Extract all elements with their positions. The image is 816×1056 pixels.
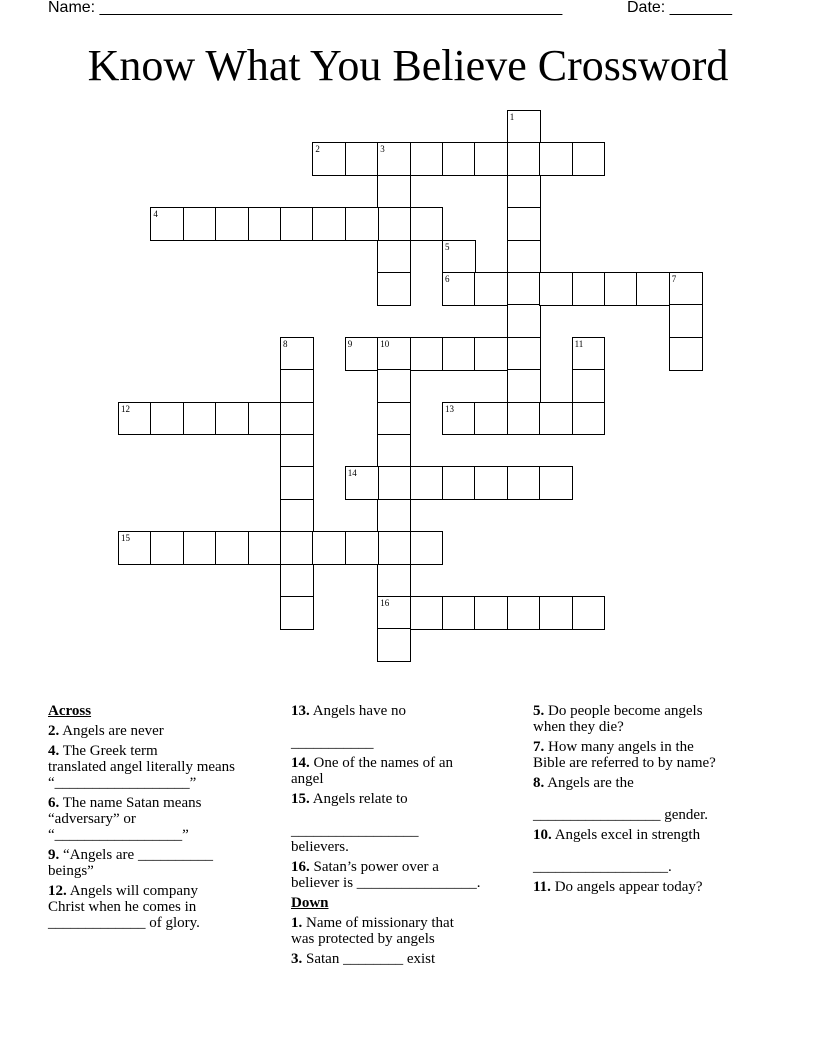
grid-cell[interactable] xyxy=(150,207,184,241)
clue-number-label: 14 xyxy=(347,468,357,479)
grid-cell[interactable] xyxy=(280,564,314,598)
grid-cell[interactable] xyxy=(669,272,703,306)
clue-down-11: 11. Do angels appear today? xyxy=(533,879,703,895)
clue-number-label: 1 xyxy=(509,112,515,122)
clue-number-label: 16 xyxy=(380,598,390,608)
grid-cell[interactable] xyxy=(377,402,411,436)
grid-cell[interactable] xyxy=(312,531,346,565)
grid-cell[interactable] xyxy=(377,369,411,403)
clue-number-label: 13 xyxy=(445,403,454,414)
grid-cell[interactable] xyxy=(442,337,476,371)
grid-cell[interactable] xyxy=(183,207,217,241)
clue-across-16: 16. Satan’s power over a believer is ________________. xyxy=(291,859,481,891)
grid-cell[interactable] xyxy=(442,466,476,500)
grid-cell[interactable] xyxy=(539,272,573,306)
clue-across-9: 9. “Angels are __________ beings” xyxy=(48,847,213,879)
grid-cell[interactable] xyxy=(183,402,217,436)
grid-cell[interactable] xyxy=(539,466,573,500)
clue-number-label: 7 xyxy=(671,274,677,284)
grid-cell[interactable] xyxy=(312,207,346,241)
grid-cell[interactable] xyxy=(377,466,411,500)
clue-number-label: 9 xyxy=(347,338,353,349)
grid-cell[interactable] xyxy=(410,337,444,371)
grid-cell[interactable] xyxy=(248,207,282,241)
clue-number-label: 2 xyxy=(315,144,320,155)
clue-down-1: 1. Name of missionary that was protected by angels xyxy=(291,915,454,947)
grid-cell[interactable] xyxy=(345,466,379,500)
grid-cell[interactable] xyxy=(280,434,314,468)
grid-cell[interactable] xyxy=(507,207,541,241)
grid-cell[interactable] xyxy=(539,402,573,436)
name-field-line[interactable]: Name: ____________________________________________________ xyxy=(48,0,563,16)
clue-number-label: 11 xyxy=(574,338,584,349)
grid-cell[interactable] xyxy=(507,337,541,371)
grid-cell[interactable] xyxy=(377,142,411,176)
grid-cell[interactable] xyxy=(572,142,606,176)
clue-down-5: 5. Do people become angels when they die? xyxy=(533,703,703,735)
grid-cell[interactable] xyxy=(280,531,314,565)
clue-down-8: 8. Angels are the _________________ gender. xyxy=(533,775,708,823)
grid-cell[interactable] xyxy=(474,402,508,436)
grid-cell[interactable] xyxy=(572,402,606,436)
grid-cell[interactable] xyxy=(410,207,444,241)
clue-number-label: 8 xyxy=(283,338,288,349)
grid-cell[interactable] xyxy=(280,402,314,436)
grid-cell[interactable] xyxy=(280,466,314,500)
date-field-line[interactable]: Date: _______ xyxy=(627,0,732,16)
grid-cell[interactable] xyxy=(507,402,541,436)
grid-cell[interactable] xyxy=(410,142,444,176)
grid-cell[interactable] xyxy=(572,596,606,630)
grid-cell[interactable] xyxy=(118,531,152,565)
grid-cell[interactable] xyxy=(507,304,541,338)
grid-cell[interactable] xyxy=(248,402,282,436)
clue-down-7: 7. How many angels in the Bible are referred to by name? xyxy=(533,739,716,771)
grid-cell[interactable] xyxy=(215,402,249,436)
grid-cell[interactable] xyxy=(280,369,314,403)
grid-cell[interactable] xyxy=(345,142,379,176)
grid-cell[interactable] xyxy=(377,240,411,274)
grid-cell[interactable] xyxy=(377,207,411,241)
grid-cell[interactable] xyxy=(507,596,541,630)
grid-cell[interactable] xyxy=(118,402,152,436)
grid-cell[interactable] xyxy=(507,175,541,209)
grid-cell[interactable] xyxy=(669,337,703,371)
clue-across-13: 13. Angels have no ___________ xyxy=(291,703,406,751)
grid-cell[interactable] xyxy=(377,628,411,662)
clue-number-label: 3 xyxy=(380,144,385,155)
grid-cell[interactable] xyxy=(507,466,541,500)
grid-cell[interactable] xyxy=(150,531,184,565)
grid-cell[interactable] xyxy=(539,142,573,176)
grid-cell[interactable] xyxy=(410,596,444,630)
grid-cell[interactable] xyxy=(280,596,314,630)
grid-cell[interactable] xyxy=(345,531,379,565)
grid-cell[interactable] xyxy=(377,531,411,565)
grid-cell[interactable] xyxy=(474,596,508,630)
grid-cell[interactable] xyxy=(572,369,606,403)
across-heading: Across xyxy=(48,703,92,719)
clue-number-label: 15 xyxy=(121,533,130,544)
grid-cell[interactable] xyxy=(377,499,411,533)
grid-cell[interactable] xyxy=(442,240,476,274)
clue-down-10: 10. Angels excel in strength __________________. xyxy=(533,827,701,875)
grid-cell[interactable] xyxy=(507,110,541,144)
clue-number-label: 4 xyxy=(153,209,158,220)
clue-column-1 xyxy=(48,703,282,935)
grid-cell[interactable] xyxy=(377,434,411,468)
grid-cell[interactable] xyxy=(215,531,249,565)
grid-cell[interactable] xyxy=(345,207,379,241)
grid-cell[interactable] xyxy=(442,142,476,176)
down-heading: Down xyxy=(291,895,329,911)
clue-number-label: 10 xyxy=(380,338,390,349)
grid-cell[interactable] xyxy=(248,531,282,565)
grid-cell[interactable] xyxy=(507,369,541,403)
grid-cell[interactable] xyxy=(377,272,411,306)
grid-cell[interactable] xyxy=(507,142,541,176)
clue-column-3 xyxy=(533,703,767,899)
clue-down-3: 3. Satan ________ exist xyxy=(291,951,436,967)
clue-number-label: 5 xyxy=(445,241,450,252)
clue-column-2 xyxy=(291,703,525,971)
grid-cell[interactable] xyxy=(474,466,508,500)
grid-cell[interactable] xyxy=(507,272,541,306)
clue-across-4: 4. The Greek term translated angel literally means “__________________” xyxy=(48,743,236,791)
grid-cell[interactable] xyxy=(539,596,573,630)
clue-across-12: 12. Angels will company Christ when he comes in _____________ of glory. xyxy=(48,883,200,931)
grid-cell[interactable] xyxy=(669,304,703,338)
grid-cell[interactable] xyxy=(442,402,476,436)
grid-cell[interactable] xyxy=(312,142,346,176)
grid-cell[interactable] xyxy=(377,337,411,371)
grid-cell[interactable] xyxy=(507,240,541,274)
page-title: Know What You Believe Crossword xyxy=(87,41,729,90)
grid-cell[interactable] xyxy=(442,596,476,630)
grid-cell[interactable] xyxy=(474,142,508,176)
grid-cell[interactable] xyxy=(377,564,411,598)
clue-number-label: 6 xyxy=(445,274,450,284)
grid-cell[interactable] xyxy=(377,175,411,209)
grid-cell[interactable] xyxy=(280,499,314,533)
grid-cell[interactable] xyxy=(280,207,314,241)
grid-cell[interactable] xyxy=(442,272,476,306)
grid-cell[interactable] xyxy=(636,272,670,306)
grid-cell[interactable] xyxy=(215,207,249,241)
grid-cell[interactable] xyxy=(280,337,314,371)
grid-cell[interactable] xyxy=(183,531,217,565)
grid-cell[interactable] xyxy=(410,531,444,565)
grid-cell[interactable] xyxy=(377,596,411,630)
clue-across-2: 2. Angels are never xyxy=(48,723,164,739)
grid-cell[interactable] xyxy=(572,272,606,306)
grid-cell[interactable] xyxy=(604,272,638,306)
grid-cell[interactable] xyxy=(474,272,508,306)
clue-across-6: 6. The name Satan means “adversary” or “_________________” xyxy=(48,795,202,843)
clue-number-label: 12 xyxy=(121,403,130,414)
clue-across-15: 15. Angels relate to _________________ believers. xyxy=(291,791,419,855)
clue-across-14: 14. One of the names of an angel xyxy=(291,755,454,787)
grid-cell[interactable] xyxy=(474,337,508,371)
grid-cell[interactable] xyxy=(150,402,184,436)
grid-cell[interactable] xyxy=(572,337,606,371)
grid-cell[interactable] xyxy=(410,466,444,500)
grid-cell[interactable] xyxy=(345,337,379,371)
